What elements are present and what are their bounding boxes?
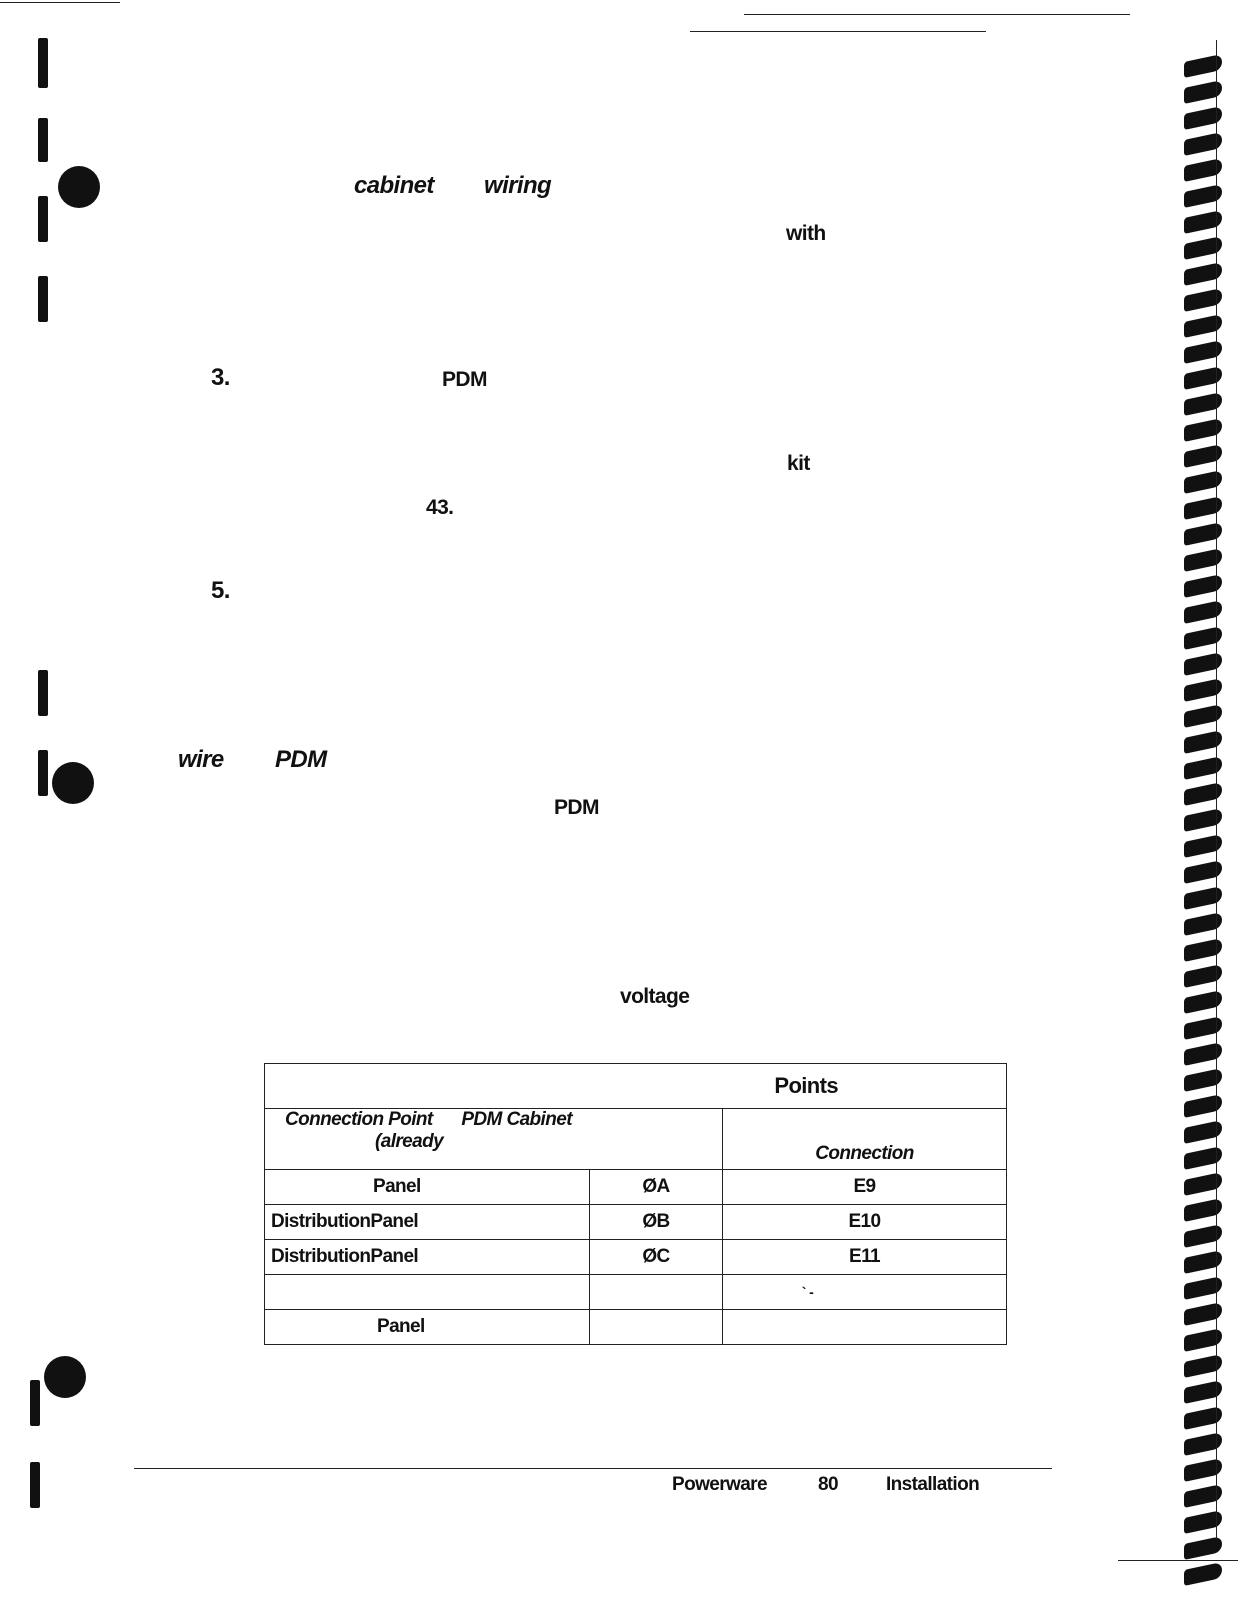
- cell-connection: E10: [723, 1205, 1007, 1240]
- binding-edge-rule: [1118, 1560, 1238, 1561]
- table-row: [265, 1310, 1007, 1345]
- cell-phase: ØA: [590, 1170, 723, 1205]
- punch-hole: [44, 1356, 86, 1398]
- header-connection: Connection: [723, 1109, 1007, 1170]
- text-pdm: PDM: [554, 796, 599, 819]
- text-pdm-italic: PDM: [275, 746, 327, 773]
- cell-point: DistributionPanel: [265, 1240, 590, 1275]
- cell-connection: E11: [723, 1240, 1007, 1275]
- cell-point: Panel: [265, 1310, 590, 1345]
- table-row: [265, 1240, 1007, 1275]
- table-title-row: [265, 1064, 1007, 1109]
- binding-ring: [1184, 1562, 1222, 1586]
- cell-connection: E9: [723, 1170, 1007, 1205]
- table-header-row: [265, 1109, 1007, 1170]
- header-already: (already: [375, 1131, 444, 1152]
- text-43: 43.: [426, 496, 454, 519]
- table-row: [265, 1205, 1007, 1240]
- cell-phase: ØB: [590, 1205, 723, 1240]
- top-rule-mid: [690, 31, 986, 32]
- text-voltage: voltage: [620, 985, 690, 1008]
- header-connection-point-label: Connection Point: [285, 1109, 433, 1130]
- margin-bar: [38, 196, 48, 242]
- margin-bar: [38, 118, 48, 162]
- text-with: with: [786, 222, 826, 245]
- footer-rule: [134, 1468, 1052, 1469]
- cell-point: [265, 1275, 590, 1310]
- step-3: 3.: [211, 364, 230, 391]
- text-kit: kit: [787, 452, 810, 475]
- footer-model: 80: [818, 1474, 838, 1495]
- table-title: Points: [265, 1064, 1007, 1109]
- text-wiring: wiring: [484, 172, 552, 199]
- text-wire: wire: [178, 746, 224, 773]
- text-pdm: PDM: [442, 368, 487, 391]
- margin-bar: [38, 670, 48, 716]
- header-connection-point: [265, 1109, 723, 1170]
- connection-points-table: [264, 1063, 1007, 1345]
- header-pdm-cabinet: PDM Cabinet: [461, 1109, 572, 1130]
- margin-bar: [30, 1380, 40, 1426]
- top-rule-right: [744, 14, 1130, 15]
- step-5: 5.: [211, 577, 230, 604]
- text-cabinet: cabinet: [354, 172, 434, 199]
- cell-phase: [590, 1275, 723, 1310]
- cell-phase: [590, 1310, 723, 1345]
- cell-phase: ØC: [590, 1240, 723, 1275]
- table-row: [265, 1275, 1007, 1310]
- cell-connection: ` -: [723, 1275, 1007, 1310]
- table-row: [265, 1170, 1007, 1205]
- margin-bar: [38, 276, 48, 322]
- cell-point: Panel: [265, 1170, 590, 1205]
- margin-bar: [38, 38, 48, 88]
- cell-connection: [723, 1310, 1007, 1345]
- top-rule-left: [0, 2, 120, 3]
- cell-point: DistributionPanel: [265, 1205, 590, 1240]
- margin-bar: [38, 750, 48, 796]
- margin-bar: [30, 1462, 40, 1508]
- footer-section: Installation: [886, 1474, 980, 1495]
- footer-product: Powerware: [672, 1474, 767, 1495]
- spiral-binding: [1180, 28, 1240, 1580]
- punch-hole: [58, 166, 100, 208]
- punch-hole: [52, 762, 94, 804]
- binding-edge-line: [1216, 40, 1217, 1540]
